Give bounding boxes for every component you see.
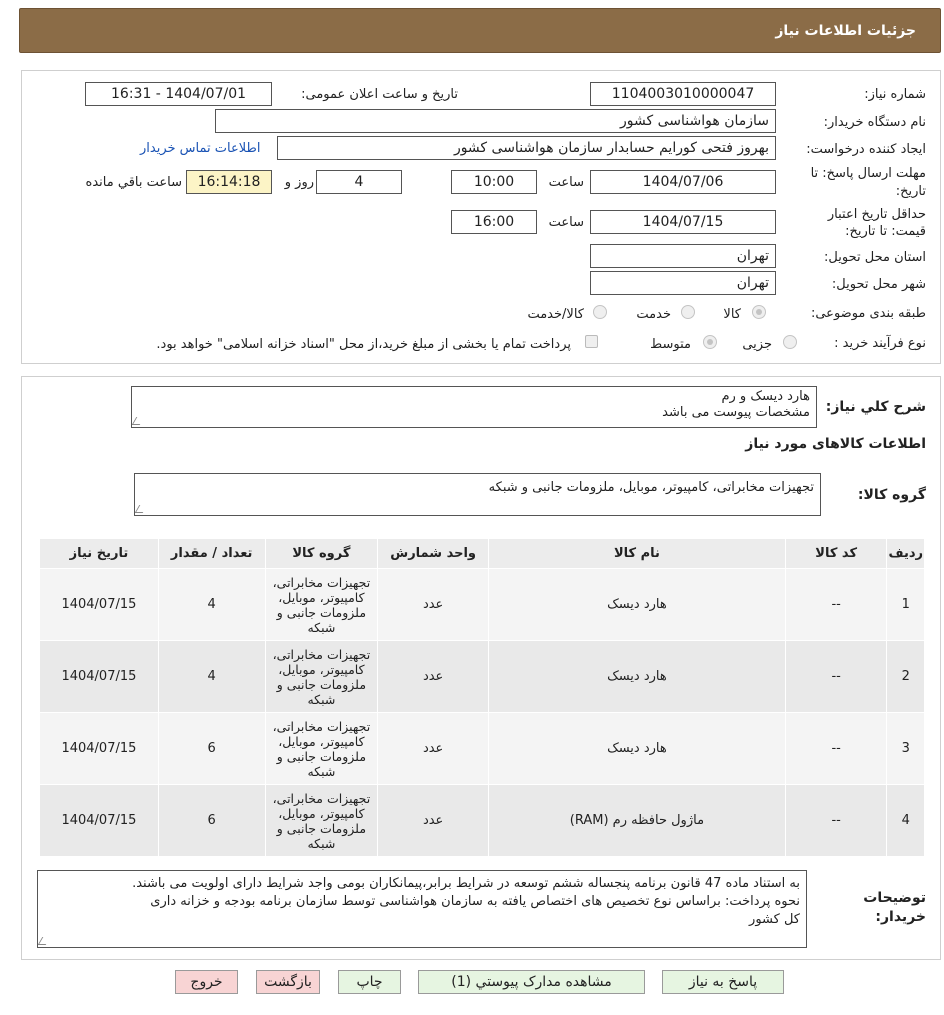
- cell-row: 3: [887, 713, 925, 785]
- buyer-org-label: نام دستگاه خریدار:: [823, 115, 926, 130]
- cell-code: --: [785, 569, 887, 641]
- col-name: نام کالا: [489, 539, 786, 569]
- reply-button[interactable]: پاسخ به نیاز: [662, 970, 784, 994]
- col-date: تاریخ نیاز: [40, 539, 159, 569]
- buyer-notes-textarea[interactable]: [37, 870, 807, 948]
- resize-handle-icon[interactable]: [135, 505, 148, 513]
- treasury-payment-checkbox[interactable]: [585, 335, 598, 348]
- table-row: [40, 569, 925, 641]
- province-field[interactable]: تهران: [590, 244, 776, 268]
- validity-label: حداقل تاریخ اعتبار: [827, 207, 926, 222]
- cell-date: 1404/07/15: [40, 785, 159, 857]
- deadline-label: مهلت ارسال پاسخ: تا: [810, 166, 926, 181]
- table-row: [40, 641, 925, 713]
- col-row: ردیف: [887, 539, 925, 569]
- buyer-contact-link[interactable]: اطلاعات تماس خریدار: [140, 141, 261, 156]
- cell-qty: 4: [158, 641, 265, 713]
- remaining-label: ساعت باقي مانده: [85, 175, 182, 190]
- cell-unit: عدد: [378, 641, 489, 713]
- cell-unit: عدد: [378, 569, 489, 641]
- table-row: [40, 785, 925, 857]
- category-goods-radio[interactable]: [752, 305, 766, 319]
- process-minor-label: جزیی: [742, 337, 772, 352]
- announce-date-label: تاریخ و ساعت اعلان عمومی:: [301, 87, 458, 102]
- summary-textarea[interactable]: [131, 386, 817, 428]
- cell-name: هارد دیسک: [489, 641, 786, 713]
- cell-date: 1404/07/15: [40, 641, 159, 713]
- summary-label: شرح کلي نیاز:: [825, 399, 926, 415]
- process-medium-label: متوسط: [650, 337, 691, 352]
- col-unit: واحد شمارش: [378, 539, 489, 569]
- validity-time-label: ساعت: [548, 215, 584, 230]
- buyer-notes-line-1: به استناد ماده 47 قانون برنامه پنجساله ششم توسعه در شرایط برابر،پیمانکاران بومی واجد شرایط دارای اولویت می باشند.: [132, 876, 800, 891]
- need-number-field[interactable]: 1104003010000047: [590, 82, 776, 106]
- process-medium-radio[interactable]: [703, 335, 717, 349]
- page-title: جزئیات اطلاعات نیاز: [775, 22, 916, 39]
- cell-group: تجهیزات مخابراتی، کامپیوتر، موبایل، ملزومات جانبی و شبکه: [265, 785, 378, 857]
- goods-group-label: گروه کالا:: [857, 487, 926, 503]
- city-label: شهر محل تحویل:: [831, 277, 926, 292]
- goods-info-title: اطلاعات کالاهای مورد نیاز: [745, 436, 926, 452]
- announce-date-field[interactable]: 1404/07/01 - 16:31: [85, 82, 272, 106]
- buyer-notes-line-2: نحوه پرداخت: براساس نوع تخصیص های اختصاص یافته به سازمان هواشناسی توسط سازمان برنامه بودجه و خزانه داری: [150, 894, 800, 909]
- cell-code: --: [785, 785, 887, 857]
- table-header-row: [40, 539, 925, 569]
- validity-label-2: قیمت: تا تاریخ:: [845, 224, 926, 239]
- deadline-date-field[interactable]: 1404/07/06: [590, 170, 776, 194]
- cell-row: 2: [887, 641, 925, 713]
- deadline-time-label: ساعت: [548, 175, 584, 190]
- col-group: گروه کالا: [265, 539, 378, 569]
- process-label: نوع فرآیند خرید :: [834, 336, 926, 351]
- days-label: روز و: [284, 175, 314, 190]
- category-goods-service-radio[interactable]: [593, 305, 607, 319]
- col-code: کد کالا: [785, 539, 887, 569]
- buyer-org-field[interactable]: سازمان هواشناسی کشور: [215, 109, 776, 133]
- exit-button[interactable]: خروج: [175, 970, 238, 994]
- treasury-payment-note: پرداخت تمام یا بخشی از مبلغ خرید،از محل "اسناد خزانه اسلامی" خواهد بود.: [156, 337, 571, 352]
- summary-line-1: هارد دیسک و رم: [721, 389, 810, 404]
- category-goods-service-label: کالا/خدمت: [527, 307, 584, 322]
- print-button[interactable]: چاپ: [338, 970, 401, 994]
- cell-group: تجهیزات مخابراتی، کامپیوتر، موبایل، ملزومات جانبی و شبکه: [265, 713, 378, 785]
- category-service-radio[interactable]: [681, 305, 695, 319]
- deadline-time-field[interactable]: 10:00: [451, 170, 537, 194]
- buyer-notes-label-2: خریدار:: [875, 909, 926, 925]
- cell-unit: عدد: [378, 785, 489, 857]
- cell-qty: 6: [158, 713, 265, 785]
- validity-date-field[interactable]: 1404/07/15: [590, 210, 776, 234]
- cell-qty: 4: [158, 569, 265, 641]
- requester-label: ایجاد کننده درخواست:: [806, 142, 926, 157]
- cell-code: --: [785, 713, 887, 785]
- cell-date: 1404/07/15: [40, 713, 159, 785]
- cell-date: 1404/07/15: [40, 569, 159, 641]
- view-attachments-button[interactable]: مشاهده مدارک پیوستي (1): [418, 970, 645, 994]
- cell-name: هارد دیسک: [489, 713, 786, 785]
- remaining-days-field[interactable]: 4: [316, 170, 402, 194]
- items-table: [39, 538, 925, 857]
- cell-name: ماژول حافظه رم (RAM): [489, 785, 786, 857]
- col-qty: تعداد / مقدار: [158, 539, 265, 569]
- category-service-label: خدمت: [636, 307, 671, 322]
- province-label: استان محل تحویل:: [824, 250, 926, 265]
- buyer-notes-line-3: کل کشور: [749, 912, 800, 927]
- resize-handle-icon[interactable]: [132, 417, 145, 425]
- deadline-label-2: تاریخ:: [895, 184, 926, 199]
- requester-field[interactable]: بهروز فتحی کورایم حسابدار سازمان هواشناسی کشور: [277, 136, 776, 160]
- table-row: [40, 713, 925, 785]
- back-button[interactable]: بازگشت: [256, 970, 320, 994]
- validity-time-field[interactable]: 16:00: [451, 210, 537, 234]
- resize-handle-icon[interactable]: [38, 937, 51, 945]
- need-number-label: شماره نیاز:: [864, 87, 926, 102]
- goods-group-value: تجهیزات مخابراتی، کامپیوتر، موبایل، ملزومات جانبی و شبکه: [488, 480, 814, 495]
- cell-group: تجهیزات مخابراتی، کامپیوتر، موبایل، ملزومات جانبی و شبکه: [265, 641, 378, 713]
- cell-row: 4: [887, 785, 925, 857]
- cell-group: تجهیزات مخابراتی، کامپیوتر، موبایل، ملزومات جانبی و شبکه: [265, 569, 378, 641]
- remaining-time-field: 16:14:18: [186, 170, 272, 194]
- city-field[interactable]: تهران: [590, 271, 776, 295]
- page-header: [19, 8, 941, 53]
- cell-qty: 6: [158, 785, 265, 857]
- summary-line-2: مشخصات پیوست می باشد: [662, 405, 810, 420]
- goods-group-textarea[interactable]: [134, 473, 821, 516]
- category-label: طبقه بندی موضوعی:: [810, 306, 926, 321]
- cell-unit: عدد: [378, 713, 489, 785]
- cell-name: هارد دیسک: [489, 569, 786, 641]
- cell-code: --: [785, 641, 887, 713]
- process-minor-radio[interactable]: [783, 335, 797, 349]
- buyer-notes-label: توضیحات: [863, 890, 926, 906]
- cell-row: 1: [887, 569, 925, 641]
- category-goods-label: کالا: [723, 307, 741, 322]
